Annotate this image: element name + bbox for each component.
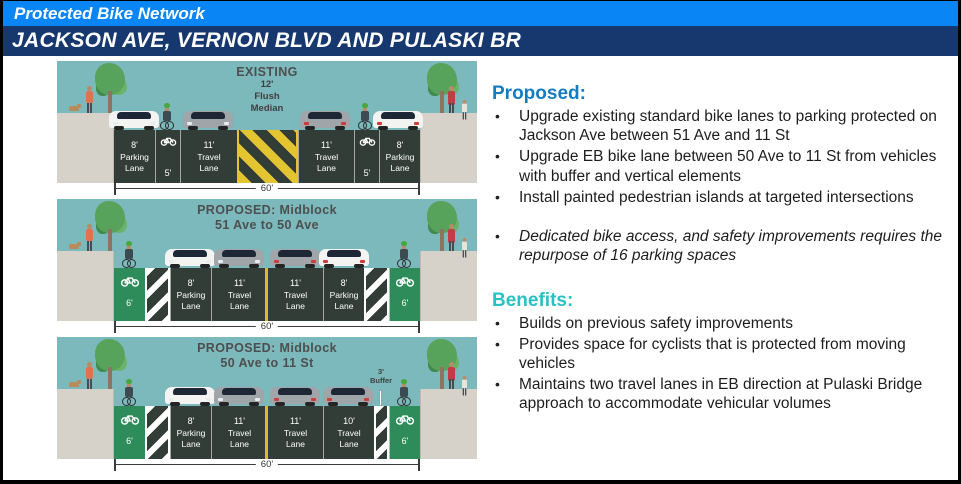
- lane-label: Lane: [230, 300, 249, 311]
- sidewalk-left: [57, 389, 114, 459]
- title-bar: [3, 26, 958, 56]
- lane-parking: [114, 130, 155, 183]
- bike-marking-icon: [395, 412, 415, 425]
- lane-size: 8': [340, 277, 348, 288]
- lane-label: Lane: [317, 162, 336, 173]
- diagram-title-line2: 51 Ave to 50 Ave: [215, 218, 319, 232]
- car-icon: [300, 111, 350, 128]
- center-line: [265, 406, 268, 459]
- lane-label: Lane: [181, 438, 201, 449]
- pedestrian-icon: [447, 86, 456, 113]
- pedestrian-icon: [447, 362, 456, 389]
- lane-size: 6': [126, 436, 133, 446]
- bike-marking-icon: [120, 412, 140, 425]
- lane-bike: [155, 130, 180, 183]
- pedestrian-child-icon: [461, 100, 467, 113]
- bike-marking-icon: [120, 274, 140, 287]
- dimension-line: [114, 459, 420, 472]
- bullet-icon: •: [495, 228, 500, 245]
- lane-label: Lane: [199, 162, 219, 173]
- median-note-line3: Median: [250, 102, 284, 114]
- lane-label: Lane: [286, 438, 305, 449]
- benefits-bullet-3: Maintains two travel lanes in EB direction at Pulaski Bridge approach to accommodate vehicular volumes: [519, 376, 923, 413]
- lane-size: 10': [343, 415, 355, 426]
- bullet-icon: •: [495, 376, 500, 393]
- car-icon: [323, 387, 373, 404]
- dog-icon: [69, 242, 81, 251]
- lane-travel: [323, 406, 374, 459]
- bullet-icon: •: [495, 108, 500, 124]
- car-icon: [165, 387, 215, 404]
- lane-label: Parking: [385, 151, 415, 162]
- lane-buffer: [145, 406, 170, 459]
- lane-size: 11': [233, 415, 246, 426]
- kicker-bar: [3, 1, 958, 26]
- dimension-line: [114, 183, 420, 196]
- bike-marking-icon: [395, 274, 415, 287]
- lane-size: 11': [203, 139, 215, 150]
- lane-size: 8': [396, 139, 404, 150]
- lane-size: 11': [320, 139, 333, 150]
- benefits-bullet-2: Provides space for cyclists that is protected from moving vehicles: [519, 335, 906, 372]
- bullet-icon: •: [495, 335, 500, 352]
- center-line: [265, 268, 268, 321]
- lane-label: Travel: [283, 427, 308, 438]
- lane-travel: [211, 268, 267, 321]
- diagram-existing: [57, 61, 477, 196]
- benefits-bullet-1: Builds on previous safety improvements: [519, 314, 793, 332]
- lane-size: 6': [401, 298, 409, 308]
- road-proposed-50-11: [114, 406, 420, 459]
- buffer-note-size: 3': [378, 367, 384, 376]
- lane-size: 11': [233, 277, 246, 288]
- bike-marking-icon: [160, 135, 177, 146]
- list-item-note: [492, 227, 954, 265]
- text-column: [492, 56, 954, 414]
- cyclist-icon: [397, 379, 411, 406]
- lane-bike: [354, 130, 379, 183]
- lane-size: 5': [164, 168, 172, 179]
- lane-label: Parking: [176, 289, 206, 300]
- lane-travel: [267, 268, 323, 321]
- bike-marking-icon: [359, 135, 376, 146]
- lane-bike-protected: [114, 406, 145, 459]
- diagram-proposed-51-50-canvas: [57, 199, 477, 321]
- lane-size: 5': [363, 168, 371, 179]
- pedestrian-icon: [85, 224, 94, 251]
- sidewalk-right: [420, 113, 477, 183]
- car-icon: [373, 111, 423, 128]
- lane-label: Travel: [227, 427, 252, 438]
- proposed-bullet-3: Install painted pedestrian islands at targeted intersections: [519, 188, 914, 206]
- lane-buffer-narrow: [374, 406, 389, 459]
- cross-section-diagrams: [57, 61, 477, 475]
- lane-label: Lane: [339, 438, 359, 449]
- bollard-icon: [379, 390, 382, 406]
- lane-label: Travel: [227, 289, 252, 300]
- diagram-title: EXISTING: [236, 65, 298, 79]
- car-icon: [214, 249, 264, 266]
- pedestrian-icon: [85, 362, 94, 389]
- sidewalk-right: [420, 389, 477, 459]
- car-icon: [109, 111, 159, 128]
- median-note: [235, 79, 299, 115]
- proposed-heading: Proposed:: [492, 83, 586, 104]
- lane-size: 6': [401, 436, 409, 446]
- lane-label: Lane: [181, 300, 201, 311]
- bullet-icon: •: [495, 314, 500, 331]
- lane-label: Lane: [125, 162, 144, 173]
- lane-travel: [267, 406, 323, 459]
- lane-label: Parking: [176, 427, 206, 438]
- list-item: [492, 188, 954, 207]
- lane-size: 11': [289, 415, 302, 426]
- median-note-line2: Flush: [254, 90, 280, 102]
- dog-icon: [69, 104, 81, 113]
- lane-label: Lane: [230, 438, 249, 449]
- lane-parking: [170, 268, 211, 321]
- diagram-proposed-51-50: [57, 199, 477, 334]
- lane-parking: [170, 406, 211, 459]
- page-title: JACKSON AVE, VERNON BLVD AND PULASKI BR: [12, 29, 522, 52]
- cyclist-icon: [122, 379, 136, 406]
- cyclist-icon: [397, 241, 411, 268]
- lane-label: Parking: [329, 289, 359, 300]
- buffer-note-label: Buffer: [369, 376, 393, 385]
- lane-size: 11': [289, 277, 302, 288]
- lane-label: Parking: [120, 151, 149, 162]
- total-width-label: 60': [256, 321, 278, 332]
- diagram-proposed-50-11: [57, 337, 477, 472]
- car-icon: [319, 249, 369, 266]
- list-item: [492, 107, 954, 145]
- lane-size: 6': [126, 298, 133, 308]
- cyclist-icon: [358, 103, 372, 130]
- lane-label: Lane: [286, 300, 305, 311]
- lane-travel: [211, 406, 267, 459]
- diagram-title-line1: PROPOSED: Midblock: [197, 203, 337, 217]
- car-icon: [183, 111, 233, 128]
- lane-buffer: [145, 268, 170, 321]
- kicker-text: Protected Bike Network: [14, 4, 205, 23]
- lane-size: 8': [131, 139, 138, 150]
- car-icon: [214, 387, 264, 404]
- car-icon: [270, 387, 320, 404]
- lane-size: 8': [187, 415, 195, 426]
- benefits-heading: Benefits:: [492, 289, 574, 311]
- list-item: [492, 335, 954, 373]
- total-width-label: 60': [256, 459, 278, 470]
- pedestrian-child-icon: [461, 238, 467, 251]
- car-icon: [270, 249, 320, 266]
- median-note-size: 12': [260, 79, 274, 90]
- proposed-note: Dedicated bike access, and safety improvements requires the repurpose of 16 parking spaces: [519, 228, 943, 265]
- lane-label: Travel: [197, 151, 221, 162]
- bullet-icon: •: [495, 188, 500, 205]
- list-item: [492, 314, 954, 333]
- proposed-bullet-2: Upgrade EB bike lane between 50 Ave to 11 St from vehicles with buffer and vertical elements: [519, 148, 937, 185]
- cyclist-icon: [160, 103, 174, 130]
- road-proposed-51-50: [114, 268, 420, 321]
- lane-bike-protected: [114, 268, 145, 321]
- lane-label: Lane: [334, 300, 354, 311]
- lane-parking: [323, 268, 364, 321]
- lane-buffer: [364, 268, 389, 321]
- slide-content: [3, 56, 958, 480]
- lane-parking: [379, 130, 420, 183]
- dog-icon: [69, 380, 81, 389]
- lane-label: Travel: [314, 151, 339, 162]
- pedestrian-icon: [85, 86, 94, 113]
- car-icon: [165, 249, 215, 266]
- list-item: [492, 147, 954, 185]
- slide: [3, 1, 958, 480]
- lane-size: 8': [187, 277, 195, 288]
- cyclist-icon: [122, 241, 136, 268]
- sidewalk-left: [57, 251, 114, 321]
- road-existing: [114, 130, 420, 183]
- diagram-title-line2: 50 Ave to 11 St: [220, 356, 314, 370]
- lane-travel: [298, 130, 354, 183]
- lane-travel: [180, 130, 237, 183]
- diagram-proposed-50-11-canvas: [57, 337, 477, 459]
- diagram-title-line1: PROPOSED: Midblock: [197, 341, 337, 355]
- tree-icon: [93, 63, 127, 113]
- sidewalk-right: [420, 251, 477, 321]
- dimension-line: [114, 321, 420, 334]
- proposed-bullet-1: Upgrade existing standard bike lanes to parking protected on Jackson Ave between 51 Ave and 11 St: [519, 108, 937, 145]
- pedestrian-child-icon: [461, 376, 467, 389]
- list-item: [492, 375, 954, 413]
- lane-label: Lane: [390, 162, 410, 173]
- lane-flush-median: [237, 130, 298, 183]
- lane-label: Travel: [283, 289, 308, 300]
- diagram-existing-canvas: [57, 61, 477, 183]
- bullet-icon: •: [495, 148, 500, 165]
- total-width-label: 60': [256, 183, 278, 194]
- pedestrian-icon: [447, 224, 456, 251]
- lane-bike-protected: [389, 406, 420, 459]
- lane-bike-protected: [389, 268, 420, 321]
- lane-label: Travel: [337, 427, 361, 438]
- sidewalk-left: [57, 113, 114, 183]
